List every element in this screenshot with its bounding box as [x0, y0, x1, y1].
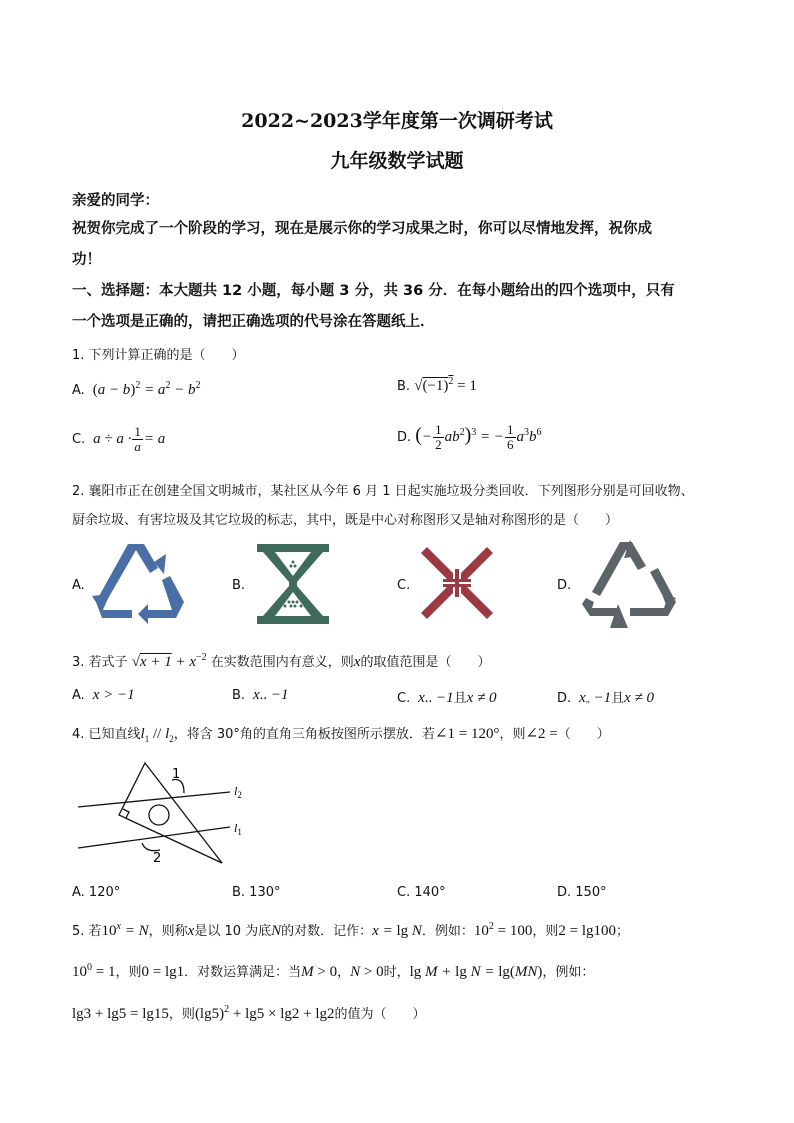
q4-stem-mid: ，将含 30°角的直角三角板按图所示摆放．若 — [173, 727, 435, 742]
q3-option-a — [72, 687, 135, 704]
recycle-symbol-a-icon — [88, 540, 188, 630]
q5-s5: ．例如： — [421, 924, 474, 939]
q2-stem-line-2: 厨余垃圾、有害垃圾及其它垃圾的标志，其中，既是中心对称图形又是轴对称图形的是（ ） — [72, 513, 619, 528]
q5-s6: ，则 — [532, 924, 559, 939]
q4-option-d: D. 150° — [557, 885, 607, 900]
q5-def: $10^x = N$ — [101, 921, 149, 939]
q3-stem-pre: 3. 若式子 — [72, 655, 128, 670]
q5-n: N — [271, 923, 282, 939]
q1-option-b-formula: $√(-1)^2 = 1$ — [414, 376, 477, 394]
q5-ex1: $10^2 = 100$ — [473, 921, 533, 939]
q3-option-b-label: B. — [232, 688, 246, 703]
q5-s13: ，则 — [168, 1007, 195, 1022]
q4-angle-1: ∠1 = 120° — [434, 726, 500, 742]
q3-option-d-cond: x ≠ 0 — [624, 690, 654, 706]
q1-option-c — [72, 425, 165, 454]
q3-option-c — [397, 687, 497, 707]
q5-s11: 时， — [383, 965, 410, 980]
q3-option-b — [232, 687, 289, 704]
q3-expression: $√x + 1 + x^{-2}$ — [131, 652, 207, 670]
q4-parallel: $l_1 // l_2$ — [140, 726, 174, 744]
q2-stem-line-1: 2. 襄阳市正在创建全国文明城市，某社区从今年 6 月 1 日起实施垃圾分类回收．下列图形分别是可回收物、 — [72, 484, 694, 499]
page-subtitle: 九年级数学试题 — [330, 150, 464, 172]
q5-s1: 5. 若 — [72, 924, 102, 939]
q4-fig-l1: $l_1$ — [234, 821, 242, 837]
q5-log-def: x = lg N — [372, 923, 422, 939]
q5-cond-m: M > 0 — [301, 964, 338, 980]
q5-s2: ，则称 — [148, 924, 188, 939]
q2-label-c: C. — [397, 578, 411, 593]
section-1-line-1: 一、选择题：本大题共 12 小题，每小题 3 分，共 36 分．在每小题给出的四个选项中，只有 — [72, 283, 675, 299]
q5-s3: 是以 10 为底 — [194, 924, 272, 939]
q3-option-b-formula: x.. −1 — [249, 687, 289, 703]
greeting: 亲爱的同学： — [72, 193, 159, 209]
q3-option-c-and: 且 — [453, 691, 467, 706]
q3-stem-end: 的取值范围是（ ） — [360, 655, 491, 670]
q3-stem-post: 在实数范围内有意义，则 — [210, 655, 354, 670]
intro-line-2: 功！ — [72, 252, 101, 268]
q4-stem-pre: 4. 已知直线 — [72, 727, 141, 742]
q1-option-b-label: B. — [397, 379, 411, 394]
q3-option-c-cond: x ≠ 0 — [466, 690, 497, 706]
q4-stem — [72, 723, 610, 744]
q5-s4: 的对数．记作： — [281, 924, 373, 939]
q4-fig-label-1: 1 — [172, 767, 181, 782]
q5-cond-n: N > 0 — [350, 964, 384, 980]
q5-line-3 — [72, 1003, 426, 1023]
section-1-line-2: 一个选项是正确的，请把正确选项的代号涂在答题纸上． — [72, 314, 435, 330]
q5-s14: 的值为（ ） — [334, 1007, 426, 1022]
q3-option-d-and: 且 — [611, 691, 625, 706]
q3-option-c-label: C. — [397, 691, 411, 706]
q5-ex3: lg3 + lg5 = lg15 — [72, 1006, 169, 1022]
q5-ex2: $10^0 = 1$ — [72, 962, 116, 980]
q3-option-d-label: D. — [557, 691, 572, 706]
q3-option-a-formula: x > −1 — [88, 687, 135, 703]
hourglass-symbol-b-icon — [255, 540, 333, 630]
q2-label-b: B. — [232, 578, 246, 593]
intro-line-1: 祝贺你完成了一个阶段的学习，现在是展示你的学习成果之时，你可以尽情地发挥，祝你成 — [72, 221, 652, 237]
q1-option-d-label: D. — [397, 429, 412, 445]
q5-s8: ，则 — [115, 965, 142, 980]
q1-option-d — [397, 423, 542, 452]
q5-s12: ，例如： — [542, 965, 595, 980]
q4-fig-label-2: 2 — [153, 851, 162, 866]
q3-option-d — [557, 687, 654, 707]
q4-stem-tail: （ ） — [557, 727, 610, 742]
q5-line-1 — [72, 920, 629, 940]
recycle-symbol-d-icon — [580, 538, 680, 633]
page-title: 2022~2023学年度第一次调研考试 — [241, 110, 553, 132]
q3-var-x: x — [353, 654, 361, 670]
q1-option-c-label: C. — [72, 431, 86, 447]
q3-option-c-formula: x.. −1 — [414, 690, 454, 706]
q4-figure — [72, 755, 262, 870]
q5-ex2-result: 0 = lg1 — [141, 964, 185, 980]
q5-expression: $(\lg 5)^2 + \lg 5 \times \lg 2 + \lg 2$ — [194, 1004, 335, 1022]
q1-option-d-formula: (− $\frac{1}{2}$ $ab^2)^3$ = − $\frac{1}{6}$ $a^3b^6$ — [415, 422, 542, 452]
q4-option-b: B. 130° — [232, 885, 281, 900]
q1-option-c-formula: a ÷ a · $\frac{1}{a}$ = a — [89, 424, 166, 454]
q5-rule: lg M + lg N = lg(MN) — [409, 964, 543, 980]
q5-ex1-result: 2 = lg100 — [558, 923, 617, 939]
hazard-x-symbol-c-icon — [417, 543, 497, 623]
q5-s9: ．对数运算满足：当 — [184, 965, 302, 980]
q5-x: x — [187, 923, 195, 939]
q5-line-2 — [72, 961, 594, 981]
q3-option-d-formula: x„ −1 — [575, 690, 612, 706]
q1-option-a-formula: $(a - b)^2 = a^2 - b^2$ — [92, 380, 201, 398]
q2-label-a: A. — [72, 578, 85, 593]
q3-option-a-label: A. — [72, 688, 85, 703]
q5-s10: ， — [337, 965, 351, 980]
q4-fig-l2: $l_2$ — [234, 784, 242, 800]
q4-option-a: A. 120° — [72, 885, 121, 900]
q4-angle-2: ∠2 = — [525, 726, 558, 742]
q4-stem-end: ，则 — [499, 727, 526, 742]
q2-label-d: D. — [557, 578, 572, 593]
q4-option-c: C. 140° — [397, 885, 446, 900]
q5-s7: ； — [616, 924, 630, 939]
q1-option-a-label: A. — [72, 383, 85, 398]
q1-option-a — [72, 380, 201, 399]
q3-stem — [72, 651, 490, 671]
q1-option-b — [397, 376, 477, 395]
q1-stem: 1. 下列计算正确的是（ ） — [72, 348, 245, 363]
